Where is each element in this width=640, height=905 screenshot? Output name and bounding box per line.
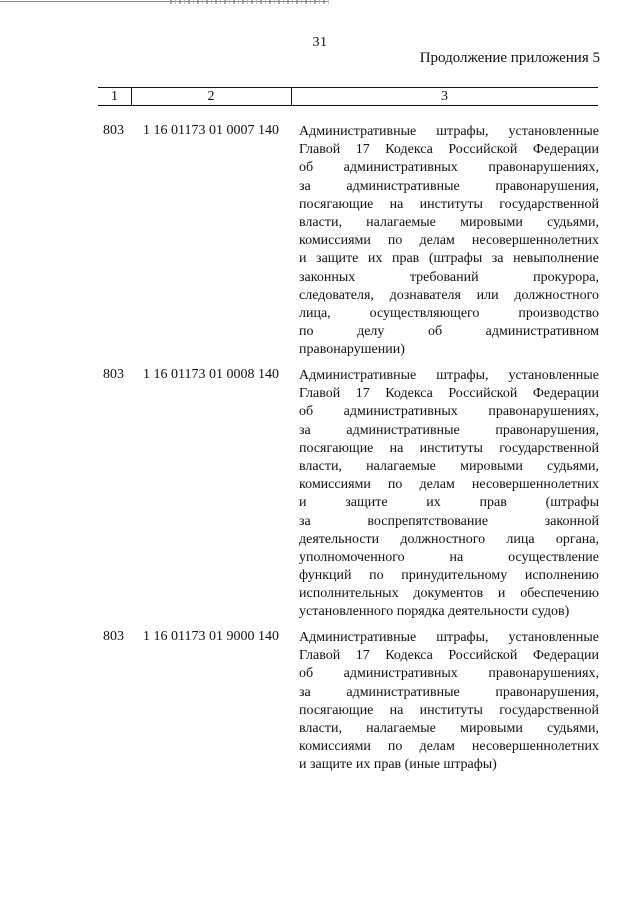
description-line: законных требований прокурора, [299, 269, 599, 285]
description-line: об административных правонарушениях, [299, 160, 599, 176]
description-line: Административные штрафы, установленные [299, 630, 599, 645]
budget-classification-code: 1 16 01173 01 0007 140 [143, 123, 279, 138]
description-line: за административные правонарушения, [299, 684, 599, 700]
description-line: и защите их прав (штрафы за невыполнение [299, 251, 599, 267]
description-line: за административные правонарушения, [299, 422, 599, 438]
description-line: Административные штрафы, установленные [299, 124, 599, 139]
org-code: 803 [103, 123, 124, 138]
description-line: Административные штрафы, установленные [299, 368, 599, 383]
page-number: 31 [312, 35, 328, 50]
header-bottom-rule [98, 105, 598, 106]
header-col-1: 1 [111, 89, 118, 104]
description-line: власти, налагаемые мировыми судьями, [299, 720, 599, 736]
description-line: и защите их прав (штрафы [299, 495, 599, 511]
description-line: и защите их прав (иные штрафы) [299, 757, 497, 773]
description-line: лица, осуществляющего производство [299, 305, 599, 321]
budget-classification-code: 1 16 01173 01 0008 140 [143, 367, 279, 382]
description-line: по делу об административном [299, 324, 599, 340]
description-line: власти, налагаемые мировыми судьями, [299, 214, 599, 230]
description-line: комиссиями по делам несовершеннолетних [299, 477, 599, 493]
header-col-2: 2 [207, 89, 215, 104]
table-header [98, 87, 598, 107]
description-line: деятельности должностного лица органа, [299, 531, 599, 547]
description-line: установленного порядка деятельности судов) [299, 604, 570, 620]
description-line: правонарушении) [299, 342, 405, 358]
description-line: комиссиями по делам несовершеннолетних [299, 739, 599, 755]
scan-edge-marks [170, 0, 330, 4]
budget-classification-code: 1 16 01173 01 9000 140 [143, 629, 279, 644]
description-line: власти, налагаемые мировыми судьями, [299, 458, 599, 474]
description-line: за административные правонарушения, [299, 178, 599, 194]
description-line: посягающие на институты государственной [299, 196, 599, 212]
description-line: комиссиями по делам несовершеннолетних [299, 233, 599, 249]
description-line: исполнительных документов и обеспечению [299, 586, 599, 602]
description-line: Главой 17 Кодекса Российской Федерации [299, 142, 599, 158]
description-line: об административных правонарушениях, [299, 666, 599, 682]
org-code: 803 [103, 629, 124, 644]
description-line: об административных правонарушениях, [299, 404, 599, 420]
header-col-3: 3 [441, 89, 448, 104]
description-line: Главой 17 Кодекса Российской Федерации [299, 386, 599, 402]
description-line: функций по принудительному исполнению [299, 568, 599, 584]
description-line: посягающие на институты государственной [299, 440, 599, 456]
description-line: Главой 17 Кодекса Российской Федерации [299, 648, 599, 664]
org-code: 803 [103, 367, 124, 382]
revenue-description [299, 367, 599, 622]
revenue-description [299, 629, 599, 775]
scan-edge-artifact [0, 0, 330, 6]
description-line: уполномоченного на осуществление [299, 549, 599, 565]
appendix-continuation-note: Продолжение приложения 5 [419, 50, 600, 66]
description-line: посягающие на институты государственной [299, 702, 599, 718]
description-line: следователя, дознавателя или должностного [299, 287, 599, 303]
revenue-description [299, 123, 599, 359]
header-top-rule [98, 87, 598, 88]
description-line: за воспрепятствование законной [299, 513, 599, 529]
